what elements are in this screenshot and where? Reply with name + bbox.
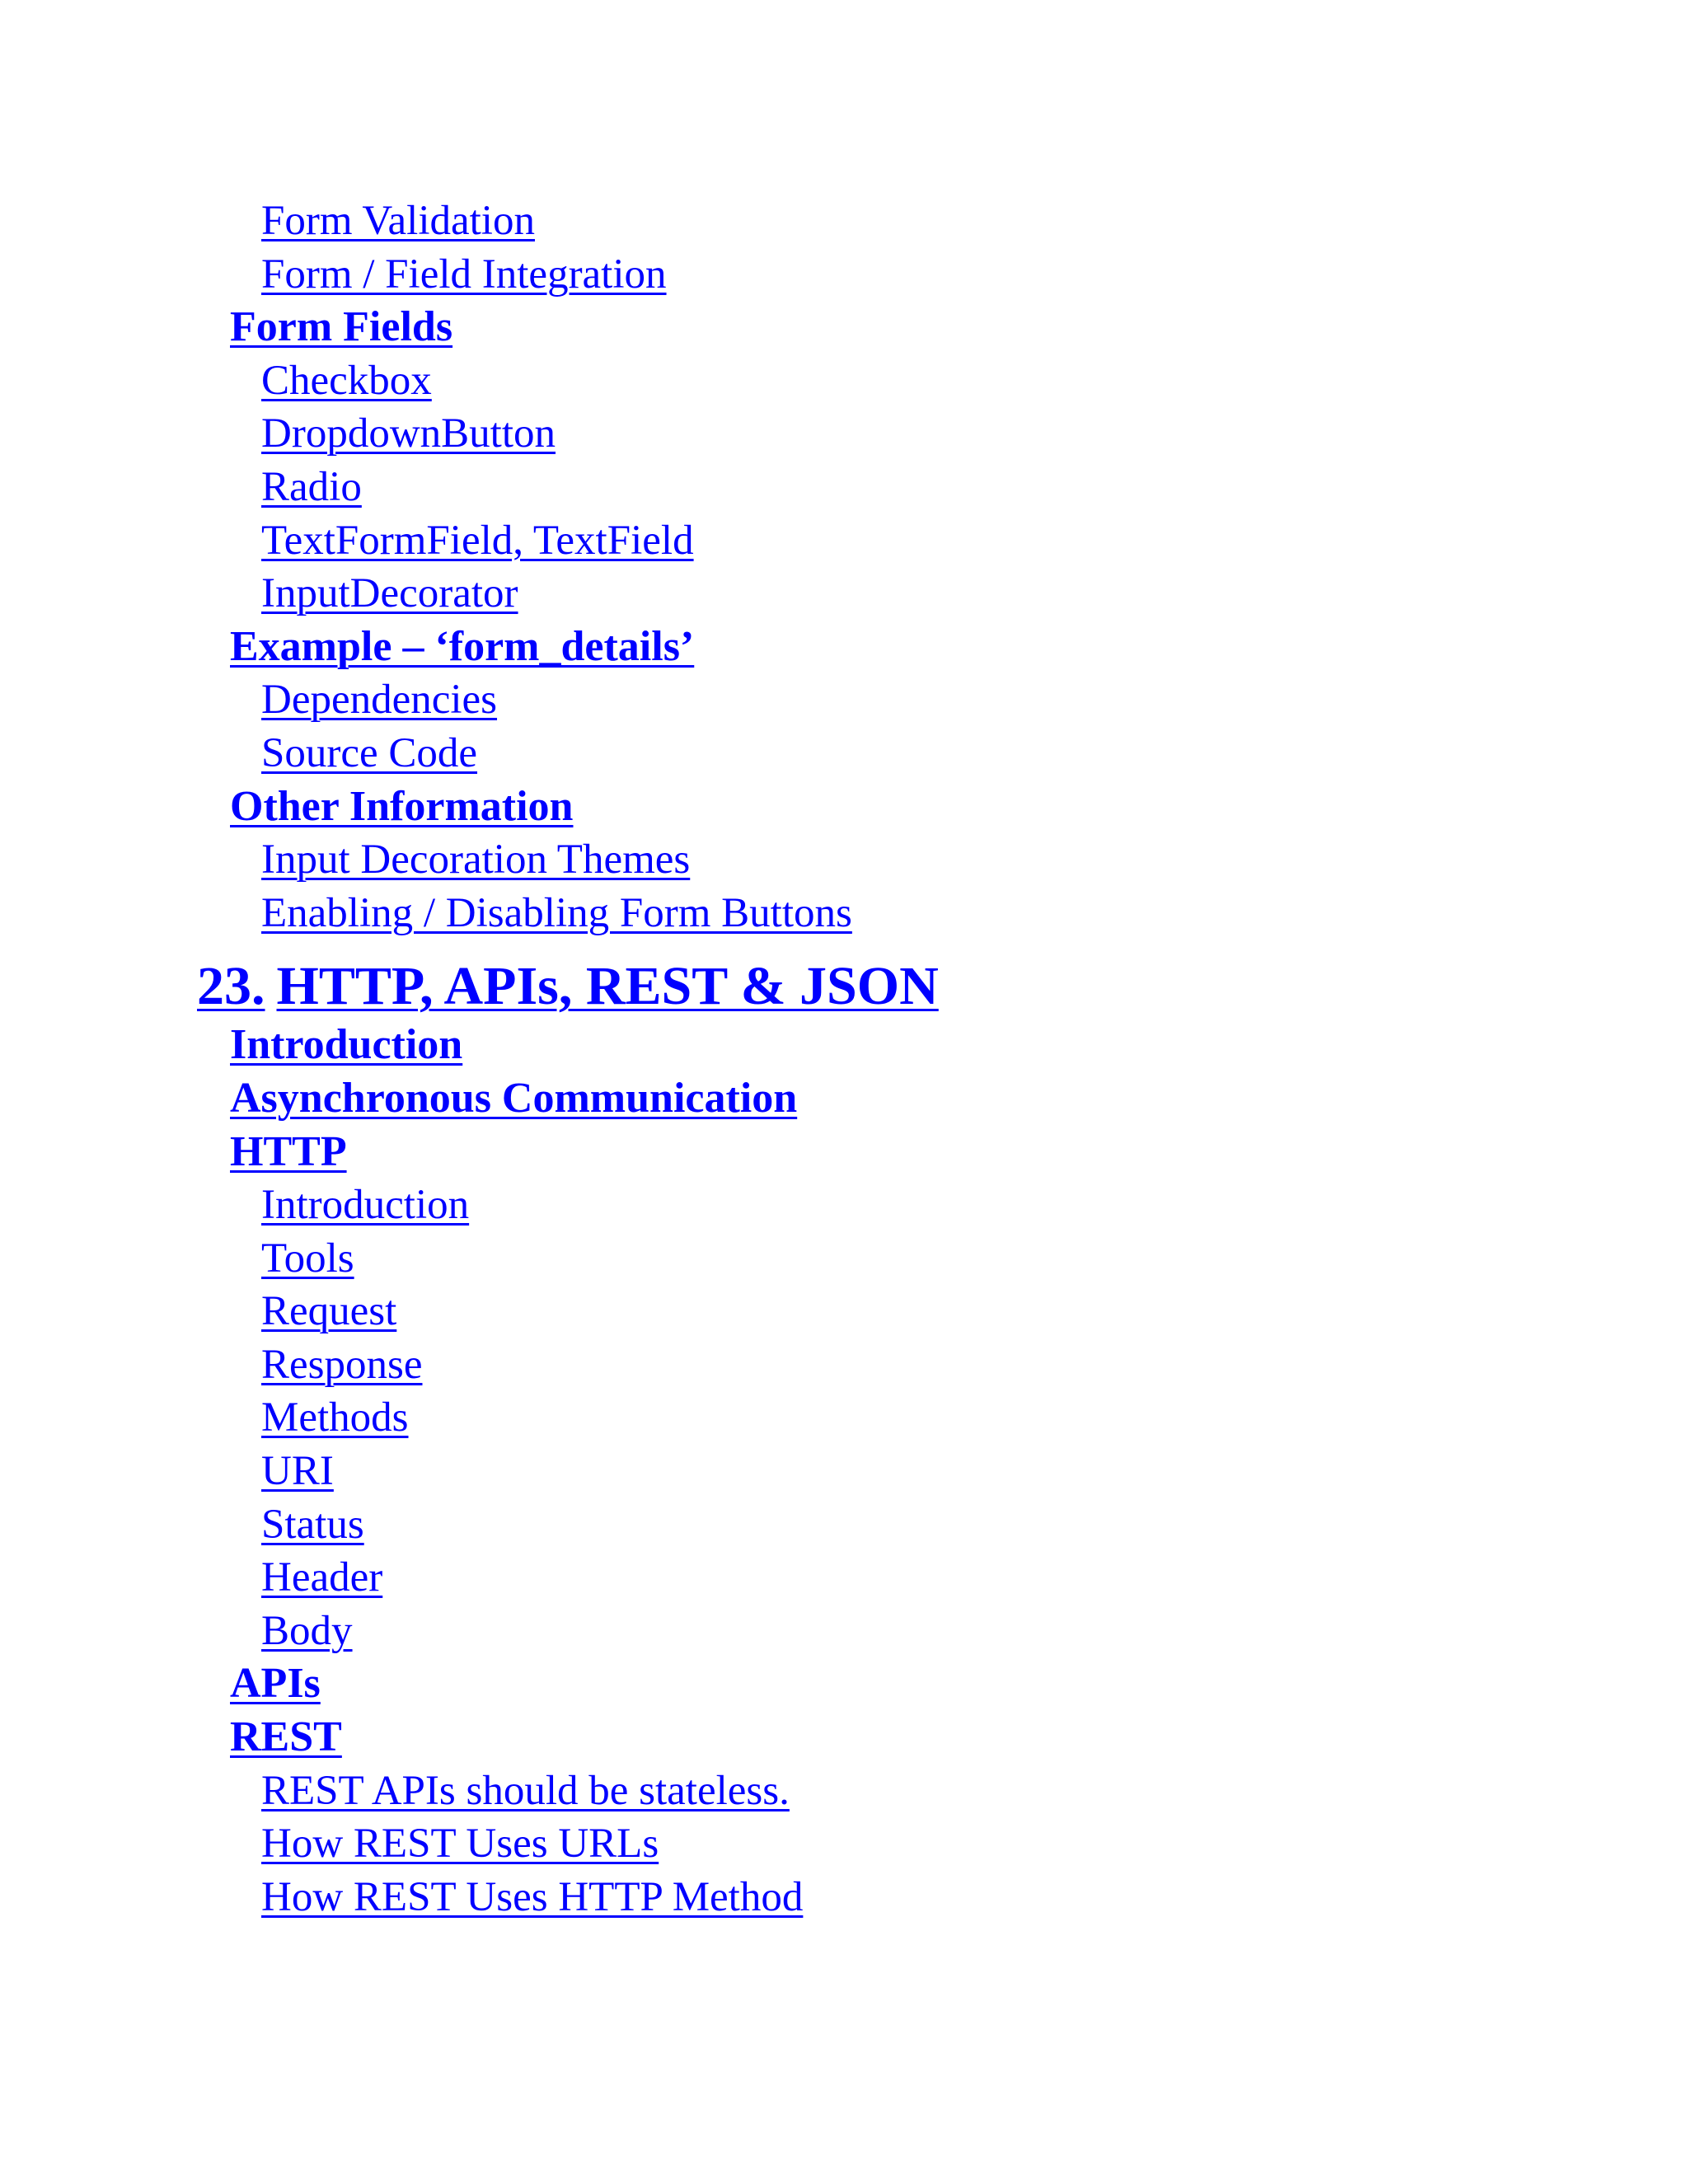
table-of-contents: [0, 194, 1688, 1924]
toc-link-source-code[interactable]: Source Code: [261, 729, 478, 776]
toc-link-body[interactable]: Body: [261, 1607, 353, 1654]
toc-link-introduction[interactable]: Introduction: [230, 1021, 463, 1069]
toc-link-chapter-23[interactable]: [0, 946, 1688, 1019]
toc-link-form-fields[interactable]: Form Fields: [230, 303, 453, 351]
toc-link-example-form-details[interactable]: Example – ‘form_details’: [230, 622, 695, 670]
toc-link-rest-urls[interactable]: How REST Uses URLs: [261, 1821, 659, 1868]
toc-link-status[interactable]: Status: [261, 1501, 364, 1548]
toc-link-enabling-disabling-form-buttons[interactable]: Enabling / Disabling Form Buttons: [261, 889, 852, 936]
toc-link-uri[interactable]: URI: [261, 1448, 334, 1495]
toc-link-dependencies[interactable]: Dependencies: [261, 677, 498, 724]
toc-link-dropdown-button[interactable]: DropdownButton: [261, 410, 556, 457]
toc-link-input-decoration-themes[interactable]: Input Decoration Themes: [261, 837, 691, 883]
toc-link-checkbox[interactable]: Checkbox: [261, 357, 432, 404]
toc-link-radio[interactable]: Radio: [261, 463, 362, 510]
toc-link-apis[interactable]: APIs: [230, 1660, 321, 1708]
toc-link-form-validation[interactable]: Form Validation: [261, 198, 535, 244]
toc-link-methods[interactable]: Methods: [261, 1394, 409, 1441]
toc-link-header[interactable]: Header: [261, 1554, 383, 1601]
toc-link-http[interactable]: HTTP: [230, 1127, 347, 1175]
chapter-number: 23.: [197, 956, 265, 1017]
toc-link-tools[interactable]: Tools: [261, 1235, 354, 1282]
toc-link-rest-stateless[interactable]: REST APIs should be stateless.: [261, 1767, 790, 1814]
toc-link-response[interactable]: Response: [261, 1341, 423, 1388]
toc-link-http-introduction[interactable]: Introduction: [261, 1182, 470, 1229]
toc-link-asynchronous-communication[interactable]: Asynchronous Communication: [230, 1074, 798, 1122]
toc-link-other-information[interactable]: Other Information: [230, 782, 574, 830]
toc-link-input-decorator[interactable]: InputDecorator: [261, 570, 518, 617]
toc-link-text-form-field[interactable]: TextFormField, TextField: [261, 517, 694, 564]
toc-link-rest-http-method[interactable]: How REST Uses HTTP Method: [261, 1873, 804, 1920]
chapter-title: HTTP, APIs, REST & JSON: [276, 956, 939, 1017]
toc-link-request[interactable]: Request: [261, 1288, 397, 1335]
toc-link-form-field-integration[interactable]: Form / Field Integration: [261, 251, 667, 298]
toc-link-rest[interactable]: REST: [230, 1713, 342, 1761]
